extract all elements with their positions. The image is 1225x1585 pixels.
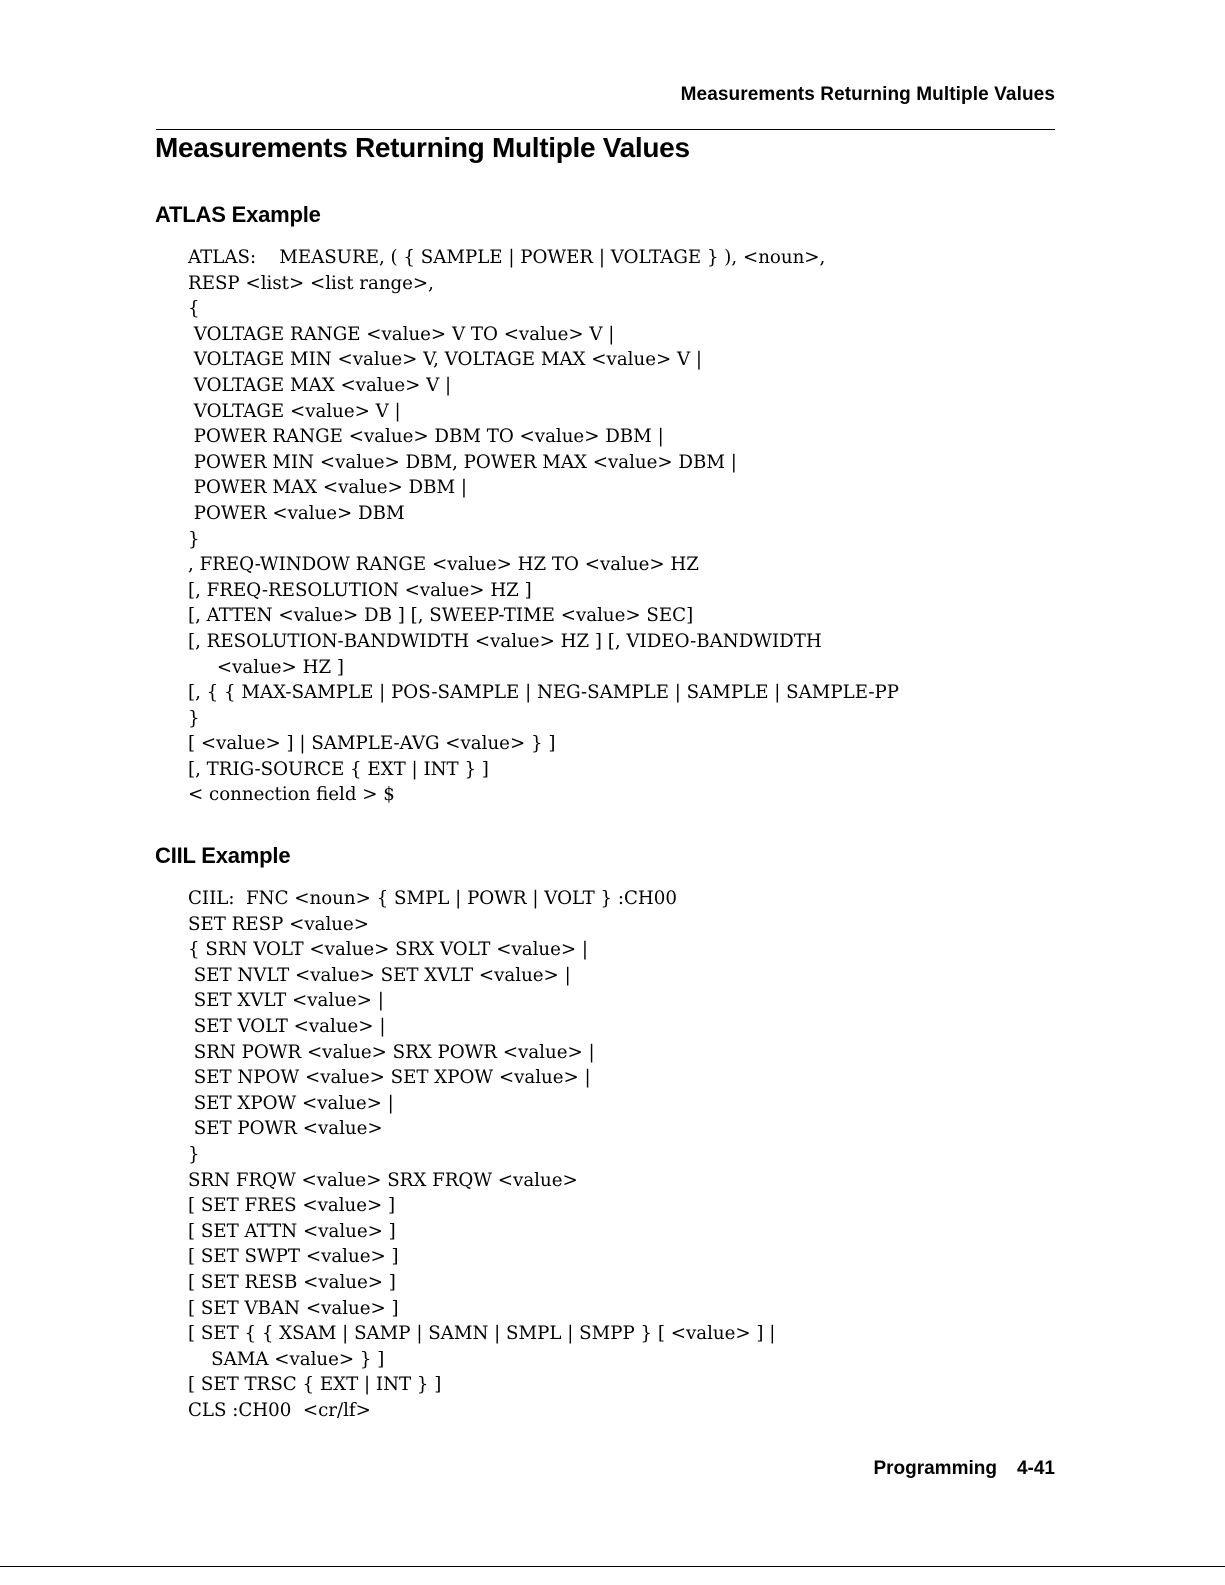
ciil-code-line: SET XVLT <value> | xyxy=(188,990,384,1012)
atlas-code-line: <value> HZ ] xyxy=(188,656,344,678)
ciil-code-line: [ SET TRSC { EXT | INT } ] xyxy=(188,1374,442,1396)
ciil-code-line: [ SET ATTN <value> ] xyxy=(188,1220,396,1242)
ciil-code-line: [ SET VBAN <value> ] xyxy=(188,1297,399,1319)
atlas-code-line: [ <value> ] | SAMPLE-AVG <value> } ] xyxy=(188,733,556,755)
ciil-code-line: CIIL: FNC <noun> { SMPL | POWR | VOLT } :CH00 xyxy=(188,888,677,909)
atlas-code-block xyxy=(188,245,899,808)
atlas-code-line: ATLAS: MEASURE, ( { SAMPLE | POWER | VOLTAGE } ), <noun>, xyxy=(188,247,826,268)
atlas-code-line: [, { { MAX-SAMPLE | POS-SAMPLE | NEG-SAMPLE | SAMPLE | SAMPLE-PP xyxy=(188,682,899,704)
page-title: Measurements Returning Multiple Values xyxy=(155,132,690,163)
atlas-code-line: { xyxy=(188,298,200,320)
page-footer xyxy=(873,1458,1055,1480)
ciil-example-heading: CIIL Example xyxy=(155,843,291,868)
ciil-code-line: SET RESP <value> xyxy=(188,913,369,935)
atlas-code-line: POWER RANGE <value> DBM TO <value> DBM | xyxy=(188,426,664,448)
page-bottom-edge xyxy=(0,1566,1225,1567)
ciil-code-line: SRN POWR <value> SRX POWR <value> | xyxy=(188,1041,595,1063)
atlas-code-line: [, FREQ-RESOLUTION <value> HZ ] xyxy=(188,579,532,601)
ciil-code-line: SRN FRQW <value> SRX FRQW <value> xyxy=(188,1169,578,1191)
ciil-code-block xyxy=(188,886,775,1423)
ciil-code-line: SET NPOW <value> SET XPOW <value> | xyxy=(188,1067,591,1089)
atlas-code-line: [, ATTEN <value> DB ] [, SWEEP-TIME <value> SEC] xyxy=(188,605,694,627)
atlas-code-line: RESP <list> <list range>, xyxy=(188,272,434,294)
ciil-code-line: SET POWR <value> xyxy=(188,1118,383,1140)
atlas-code-line: VOLTAGE <value> V | xyxy=(188,400,401,422)
atlas-example-heading: ATLAS Example xyxy=(155,202,321,227)
ciil-code-line: { SRN VOLT <value> SRX VOLT <value> | xyxy=(188,939,589,961)
atlas-code-line: [, TRIG-SOURCE { EXT | INT } ] xyxy=(188,758,489,780)
atlas-code-line: VOLTAGE MIN <value> V, VOLTAGE MAX <value> V | xyxy=(188,349,703,371)
ciil-code-line: SET VOLT <value> | xyxy=(188,1015,386,1037)
header-rule xyxy=(156,129,1055,130)
ciil-code-line: [ SET SWPT <value> ] xyxy=(188,1246,399,1268)
ciil-code-line: CLS :CH00 <cr/lf> xyxy=(188,1399,371,1421)
page-number: 4-41 xyxy=(1016,1458,1055,1479)
ciil-code-line: [ SET { { XSAM | SAMP | SAMN | SMPL | SMPP } [ <value> ] | xyxy=(188,1323,776,1345)
atlas-code-line: } xyxy=(188,707,200,729)
footer-section-label: Programming xyxy=(873,1458,997,1479)
atlas-code-line: POWER MIN <value> DBM, POWER MAX <value> DBM | xyxy=(188,451,737,473)
ciil-code-line: [ SET FRES <value> ] xyxy=(188,1195,396,1217)
atlas-code-line: VOLTAGE RANGE <value> V TO <value> V | xyxy=(188,323,615,345)
ciil-code-line: } xyxy=(188,1143,200,1165)
atlas-code-line: < connection field > $ xyxy=(188,784,395,806)
atlas-code-line: POWER MAX <value> DBM | xyxy=(188,477,468,499)
atlas-code-line: VOLTAGE MAX <value> V | xyxy=(188,374,452,396)
ciil-code-line: [ SET RESB <value> ] xyxy=(188,1271,396,1293)
atlas-code-line: POWER <value> DBM xyxy=(188,502,405,524)
running-header: Measurements Returning Multiple Values xyxy=(680,84,1055,105)
ciil-code-line: SAMA <value> } ] xyxy=(188,1348,385,1370)
ciil-code-line: SET XPOW <value> | xyxy=(188,1092,394,1114)
atlas-code-line: [, RESOLUTION-BANDWIDTH <value> HZ ] [, VIDEO-BANDWIDTH xyxy=(188,630,822,652)
ciil-code-line: SET NVLT <value> SET XVLT <value> | xyxy=(188,964,571,986)
atlas-code-line: , FREQ-WINDOW RANGE <value> HZ TO <value> HZ xyxy=(188,554,699,576)
atlas-code-line: } xyxy=(188,528,200,550)
